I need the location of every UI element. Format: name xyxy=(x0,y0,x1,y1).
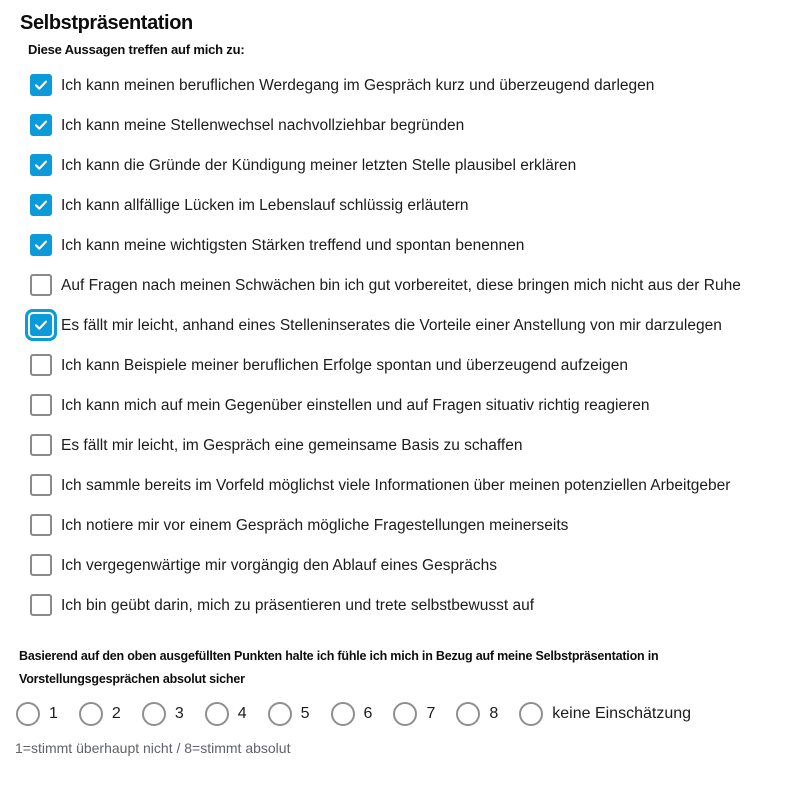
checkmark-icon xyxy=(33,157,49,173)
checkbox[interactable] xyxy=(30,234,52,256)
checkbox[interactable] xyxy=(30,74,52,96)
checklist-row xyxy=(30,193,775,218)
checkbox-label: Ich kann meine wichtigsten Stärken treffend und spontan benennen xyxy=(61,237,525,254)
checklist-row xyxy=(30,353,775,378)
checkbox-label: Ich vergegenwärtige mir vorgängig den Ablauf eines Gesprächs xyxy=(61,557,497,574)
radio-label: 7 xyxy=(426,705,436,722)
checkbox[interactable] xyxy=(30,274,52,296)
radio-button[interactable] xyxy=(456,702,480,726)
radio-label: keine Einschätzung xyxy=(552,705,692,722)
radio-button[interactable] xyxy=(393,702,417,726)
checkbox[interactable] xyxy=(30,514,52,536)
checklist-row xyxy=(30,473,775,498)
radio-option-1[interactable] xyxy=(16,702,58,726)
checklist-row xyxy=(30,513,775,538)
radio-option-2[interactable] xyxy=(79,702,121,726)
radio-label: 5 xyxy=(300,705,310,722)
checkmark-icon xyxy=(33,197,49,213)
radio-option-7[interactable] xyxy=(393,702,435,726)
checkbox-label: Es fällt mir leicht, im Gespräch eine gemeinsame Basis zu schaffen xyxy=(61,437,523,454)
radio-button[interactable] xyxy=(142,702,166,726)
scale-legend: 1=stimmt überhaupt nicht / 8=stimmt absolut xyxy=(15,740,291,756)
checklist-row xyxy=(30,313,775,338)
radio-option-no-estimate[interactable] xyxy=(519,702,691,726)
checklist-row xyxy=(30,233,775,258)
radio-label: 1 xyxy=(49,705,58,722)
radio-option-6[interactable] xyxy=(331,702,373,726)
checkbox-label: Es fällt mir leicht, anhand eines Stelleninserates die Vorteile einer Anstellung von mir darzulegen xyxy=(61,317,722,334)
checkbox[interactable] xyxy=(30,474,52,496)
checklist-row xyxy=(30,73,775,98)
checkbox[interactable] xyxy=(30,114,52,136)
radio-button[interactable] xyxy=(519,702,543,726)
checklist xyxy=(30,73,775,618)
radio-button[interactable] xyxy=(331,702,355,726)
checkmark-icon xyxy=(33,117,49,133)
checkbox-label: Ich kann allfällige Lücken im Lebenslauf schlüssig erläutern xyxy=(61,197,469,214)
checkbox-label: Ich sammle bereits im Vorfeld möglichst viele Informationen über meinen potenziellen Arbeitgeber xyxy=(61,477,731,494)
rating-scale xyxy=(16,702,775,726)
page-title: Selbstpräsentation xyxy=(20,12,193,34)
checkmark-icon xyxy=(33,317,49,333)
checkbox-label: Ich kann meine Stellenwechsel nachvollziehbar begründen xyxy=(61,117,465,134)
checkbox-label: Ich notiere mir vor einem Gespräch mögliche Fragestellungen meinerseits xyxy=(61,517,569,534)
checkbox[interactable] xyxy=(30,434,52,456)
checklist-row xyxy=(30,433,775,458)
checkmark-icon xyxy=(33,237,49,253)
rating-question: Basierend auf den oben ausgefüllten Punkten halte ich fühle ich mich in Bezug auf meine Selbstpräsentation in Vorstellungsgesprächen absolut sicher xyxy=(19,649,659,686)
checkmark-icon xyxy=(33,77,49,93)
checkbox-label: Ich kann meinen beruflichen Werdegang im Gespräch kurz und überzeugend darlegen xyxy=(61,77,655,94)
checklist-row xyxy=(30,593,775,618)
checkbox[interactable] xyxy=(30,354,52,376)
radio-option-8[interactable] xyxy=(456,702,498,726)
checkbox[interactable] xyxy=(30,594,52,616)
checkbox-label: Ich kann mich auf mein Gegenüber einstellen und auf Fragen situativ richtig reagieren xyxy=(61,397,650,414)
checkbox-label: Auf Fragen nach meinen Schwächen bin ich gut vorbereitet, diese bringen mich nicht aus der Ruhe xyxy=(61,277,741,294)
radio-option-5[interactable] xyxy=(268,702,310,726)
radio-button[interactable] xyxy=(205,702,229,726)
radio-label: 2 xyxy=(111,705,121,722)
radio-button[interactable] xyxy=(16,702,40,726)
checkbox[interactable] xyxy=(30,314,52,336)
radio-label: 3 xyxy=(174,705,184,722)
checklist-row xyxy=(30,553,775,578)
radio-label: 8 xyxy=(489,705,499,722)
checkbox[interactable] xyxy=(30,394,52,416)
checkbox-label: Ich kann Beispiele meiner beruflichen Erfolge spontan und überzeugend aufzeigen xyxy=(61,357,628,374)
radio-button[interactable] xyxy=(79,702,103,726)
radio-label: 4 xyxy=(237,705,247,722)
checkbox[interactable] xyxy=(30,194,52,216)
radio-option-4[interactable] xyxy=(205,702,247,726)
checkbox-label: Ich bin geübt darin, mich zu präsentieren und trete selbstbewusst auf xyxy=(61,597,535,614)
radio-option-3[interactable] xyxy=(142,702,184,726)
radio-label: 6 xyxy=(363,705,373,722)
checkbox-label: Ich kann die Gründe der Kündigung meiner letzten Stelle plausibel erklären xyxy=(61,157,577,174)
radio-button[interactable] xyxy=(268,702,292,726)
checklist-row xyxy=(30,113,775,138)
checkbox[interactable] xyxy=(30,554,52,576)
checklist-instruction: Diese Aussagen treffen auf mich zu: xyxy=(28,42,245,57)
checklist-row xyxy=(30,273,775,298)
checkbox[interactable] xyxy=(30,154,52,176)
checklist-row xyxy=(30,153,775,178)
checklist-row xyxy=(30,393,775,418)
